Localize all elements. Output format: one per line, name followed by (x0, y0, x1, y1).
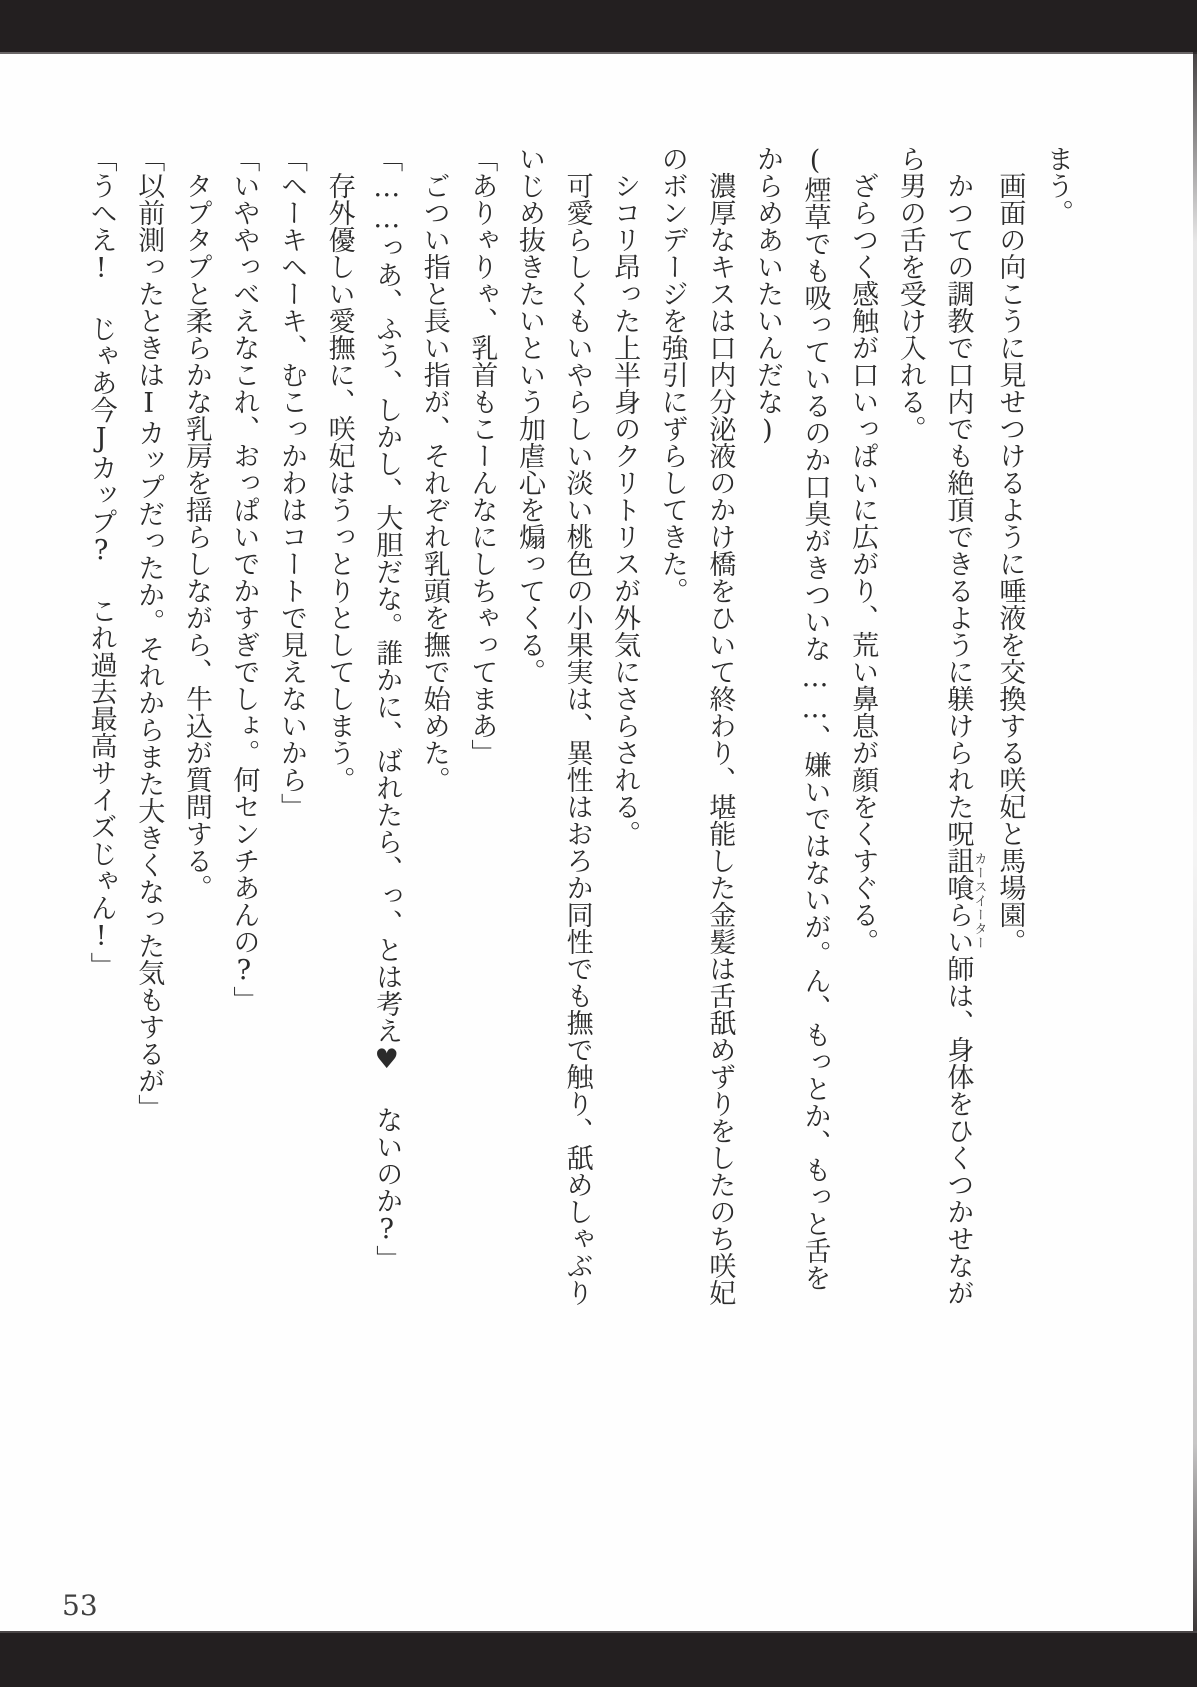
page-right-edge-shadow (1193, 52, 1197, 1633)
paragraph: (煙草でも吸っているのか口臭がきついな……、嫌いではないが。ん、もっとか、もっと舌をからめあいたいんだな) (751, 145, 831, 1291)
paragraph: 「ヘーキヘーキ、むこっかわはコートで見えないから」 (276, 145, 307, 820)
paragraph: 「ありゃりゃ、乳首もこーんなにしちゃってまあ」 (466, 145, 498, 766)
paragraph: 「……っあ、ふう、しかし、大胆だな。誰かに、ばれたら、っ、とは考え♥ ないのか?」 (371, 145, 403, 1272)
page-text-area (79, 145, 1081, 1317)
page-number: 53 (62, 1589, 98, 1622)
paragraph: かつての調教で口内でも絶頂できるように躾けられた呪詛喰らい師カースイーターは、身体をひくつかせながら男の舌を受け入れる。 (894, 145, 987, 1306)
paragraph: 「いややっべえなこれ、おっぱいでかすぎでしょ。何センチあんの?」 (228, 145, 260, 1013)
top-black-bar (0, 0, 1197, 54)
paragraph: ざらつく感触が口いっぱいに広がり、荒い鼻息が顔をくすぐる。 (847, 172, 879, 955)
paragraph: 「うへえ! じゃあ今Jカップ? これ過去最高サイズじゃん!」 (85, 145, 117, 979)
paragraph: ごつい指と長い指が、それぞれ乳頭を撫で始めた。 (418, 172, 450, 793)
paragraph: タプタプと柔らかな乳房を揺らしながら、牛込が質問する。 (180, 172, 212, 901)
paragraph: 濃厚なキスは口内分泌液のかけ橋をひいて終わり、堪能した金髪は舌舐めずりをしたのち咲妃のボンデージを強引にずらしてきた。 (656, 145, 736, 1306)
ruby-annotation: 呪詛喰らい師カースイーター (942, 820, 987, 982)
paragraph: 「以前測ったときはIカップだったか。それからまた大きくなった気もするが」 (133, 145, 165, 1121)
paragraph: 存外優しい愛撫に、咲妃はうっとりとしてしまう。 (323, 172, 355, 793)
paragraph: まう。 (1042, 145, 1073, 226)
paragraph: 画面の向こうに見せつけるように唾液を交換する咲妃と馬場園。 (994, 172, 1026, 955)
bottom-black-bar (0, 1631, 1197, 1687)
paragraph: 可愛らしくもいやらしい淡い桃色の小果実は、異性はおろか同性でも撫で触り、舐めしゃぶりいじめ抜きたいという加虐心を煽ってくる。 (513, 145, 593, 1306)
paragraph: シコリ昂った上半身のクリトリスが外気にさらされる。 (609, 172, 641, 847)
